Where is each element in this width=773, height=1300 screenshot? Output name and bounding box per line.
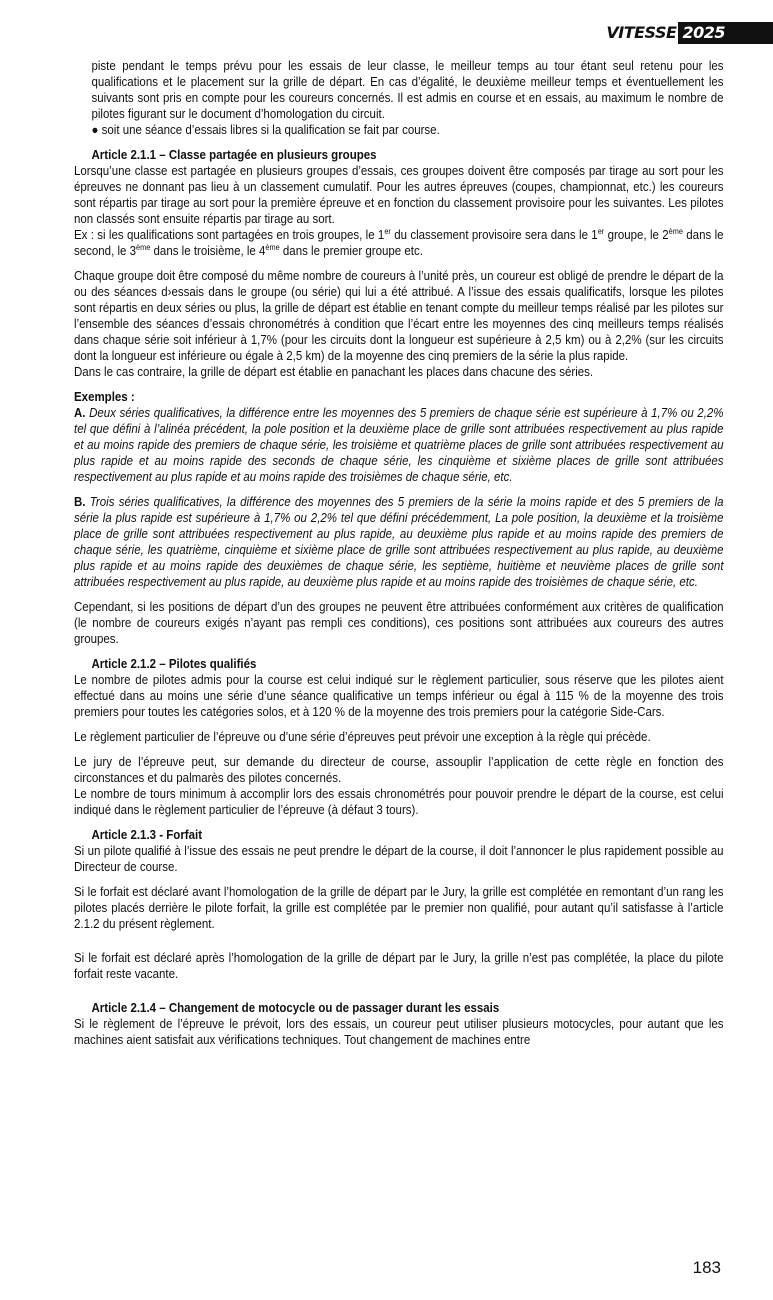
header-year: 2025: [678, 22, 773, 44]
header-title: VITESSE: [606, 23, 677, 42]
article-2-1-1-p3: Chaque groupe doit être composé du même nombre de coureurs à l’unité près, un coureur est obligé de prendre le départ de la ou des séances d›essais dans le groupe (ou série) qui lui a été attribué. A l’issue des essais qualificatifs, lorsque les pilotes sont répartis en deux séries ou plus, la grille de départ est établie en tenant compte du meilleur temps réalisé par les pilotes sur l’ensemble des séances d’essais chronométrés à condition que l’écart entre les moyennes des cinq meilleurs temps réalisés dans chaque série soit inférieur à 1,7% (pour les circuits dont la longueur est supérieure à 2,5 km) ou à 2,2% (sur les circuits dont la longueur est inférieure ou égale à 2,5 km) de la moyenne des cinq premiers de la série la plus rapide.: [74, 269, 724, 363]
article-2-1-3-title: Article 2.1.3 - Forfait: [91, 828, 203, 842]
article-2-1-3-p2: Si le forfait est déclaré avant l’homologation de la grille de départ par le Jury, la grille est complétée en remontant d’un rang les pilotes placés derrière le pilote forfait, la grille est complétée par le premier non qualifié, pour autant qu’il satisfasse à l’article 2.1.2 du présent règlement.: [74, 885, 724, 931]
article-2-1-2-p4: Le nombre de tours minimum à accomplir lors des essais chronométrés pour pouvoir prendre le départ de la course, est celui indiqué dans le règlement particulier de l’épreuve (à défaut 3 tours).: [74, 787, 724, 817]
page-body: [74, 58, 724, 1048]
article-2-1-2-p2: Le règlement particulier de l’épreuve ou d’une série d’épreuves peut prévoir une exception à la règle qui précède.: [74, 730, 651, 744]
article-2-1-1-p1: Lorsqu’une classe est partagée en plusieurs groupes d’essais, ces groupes doivent être composés par tirage au sort pour les épreuves ne donnant pas lieu à un classement cumulatif. Pour les autres épreuves (coupes, championnat, etc.) les coureurs sont répartis par tirage au sort pour la première épreuve et en fonction du classement provisoire pour les suivantes. Les pilotes non classés sont ensuite répartis par tirage au sort.: [74, 164, 724, 226]
example-b: B. Trois séries qualificatives, la différence des moyennes des 5 premiers de la série la moins rapide et des 5 premiers de la série la plus rapide est supérieure à 1,7% ou 2,2% tel que défini précédemment, La pole position, la deuxième et la troisième place de grille sont attribuées respectivement au plus rapide, au deuxième plus rapide et au moins rapide des premiers de chaque série, les quatrième, cinquième et sixième place de grille sont attribuées respectivement au plus rapide, au deuxième plus rapide et au moins rapide des deuxièmes de chaque série, les septième, huitième et neuvième places de grille sont attribuées respectivement au plus rapide, au deuxième plus rapide et au moins rapide des troisièmes de chaque série, etc.: [74, 495, 724, 589]
intro-bullet: ● soit une séance d’essais libres si la qualification se fait par course.: [91, 123, 440, 137]
examples-cependant: Cependant, si les positions de départ d’un des groupes ne peuvent être attribuées conformément aux critères de qualification (le nombre de coureurs exigés n’ayant pas rempli ces conditions), ces positions sont attribuées aux coureurs des autres groupes.: [74, 600, 724, 646]
article-2-1-1-p4: Dans le cas contraire, la grille de départ est établie en panachant les places dans chacune des séries.: [74, 365, 594, 379]
article-2-1-3-p1: Si un pilote qualifié à l’issue des essais ne peut prendre le départ de la course, il doit l’annoncer le plus rapidement possible au Directeur de course.: [74, 844, 724, 874]
article-2-1-1-p2: Ex : si les qualifications sont partagées en trois groupes, le 1er du classement provisoire sera dans le 1er groupe, le 2ème dans le second, le 3ème dans le troisième, le 4ème dans le premier groupe etc.: [74, 227, 724, 258]
article-2-1-1-title: Article 2.1.1 – Classe partagée en plusieurs groupes: [91, 148, 377, 162]
article-2-1-4-p1: Si le règlement de l’épreuve le prévoit, lors des essais, un coureur peut utiliser plusieurs motocycles, pour autant que les machines aient satisfait aux vérifications techniques. Tout changement de machines entre: [74, 1017, 724, 1047]
article-2-1-4-title: Article 2.1.4 – Changement de motocycle ou de passager durant les essais: [91, 1001, 500, 1015]
article-2-1-2-p1: Le nombre de pilotes admis pour la course est celui indiqué sur le règlement particulier, sous réserve que les pilotes aient effectué dans au moins une série d’une séance qualificative un temps inférieur ou égal à 115 % de la moyenne des trois premiers pour toutes les catégories solos, et à 120 % de la moyenne des trois premiers pour la catégorie Side-Cars.: [74, 673, 724, 719]
article-2-1-2-title: Article 2.1.2 – Pilotes qualifiés: [91, 657, 257, 671]
intro-paragraph: piste pendant le temps prévu pour les essais de leur classe, le meilleur temps au tour étant seul retenu pour les qualifications et le placement sur la grille de départ. En cas d’égalité, le deuxième meilleur temps et éventuellement les suivants sont pris en compte pour les coureurs concernés. Il est admis en course et en essais, au maximum le nombre de pilotes figurant sur le document d’homologation du circuit.: [91, 59, 724, 121]
article-2-1-2-p3: Le jury de l’épreuve peut, sur demande du directeur de course, assouplir l’application de cette règle en fonction des circonstances et du palmarès des pilotes concernés.: [74, 755, 724, 785]
example-a: A. Deux séries qualificatives, la différence entre les moyennes des 5 premiers de chaque série est supérieure à 1,7% ou 2,2% tel que défini à l’alinéa précédent, la pole position et la deuxième place de grille sont attribuées respectivement au plus rapide et au moins rapide des premiers de chaque série, les troisième et quatrième places de grille sont attribuées respectivement au plus rapide et au moins rapide des seconds de chaque série, les cinquième et sixième places de grille sont attribuées respectivement au plus rapide et au moins rapide des troisièmes de chaque série, etc.: [74, 406, 724, 484]
page-number: 183: [692, 1258, 721, 1277]
running-header: [606, 22, 773, 44]
article-2-1-3-p3: Si le forfait est déclaré après l’homologation de la grille de départ par le Jury, la grille n’est pas complétée, la place du pilote forfait reste vacante.: [74, 951, 724, 981]
intro-bullet-text: soit une séance d’essais libres si la qualification se fait par course.: [101, 123, 440, 137]
examples-heading: Exemples :: [74, 390, 135, 404]
